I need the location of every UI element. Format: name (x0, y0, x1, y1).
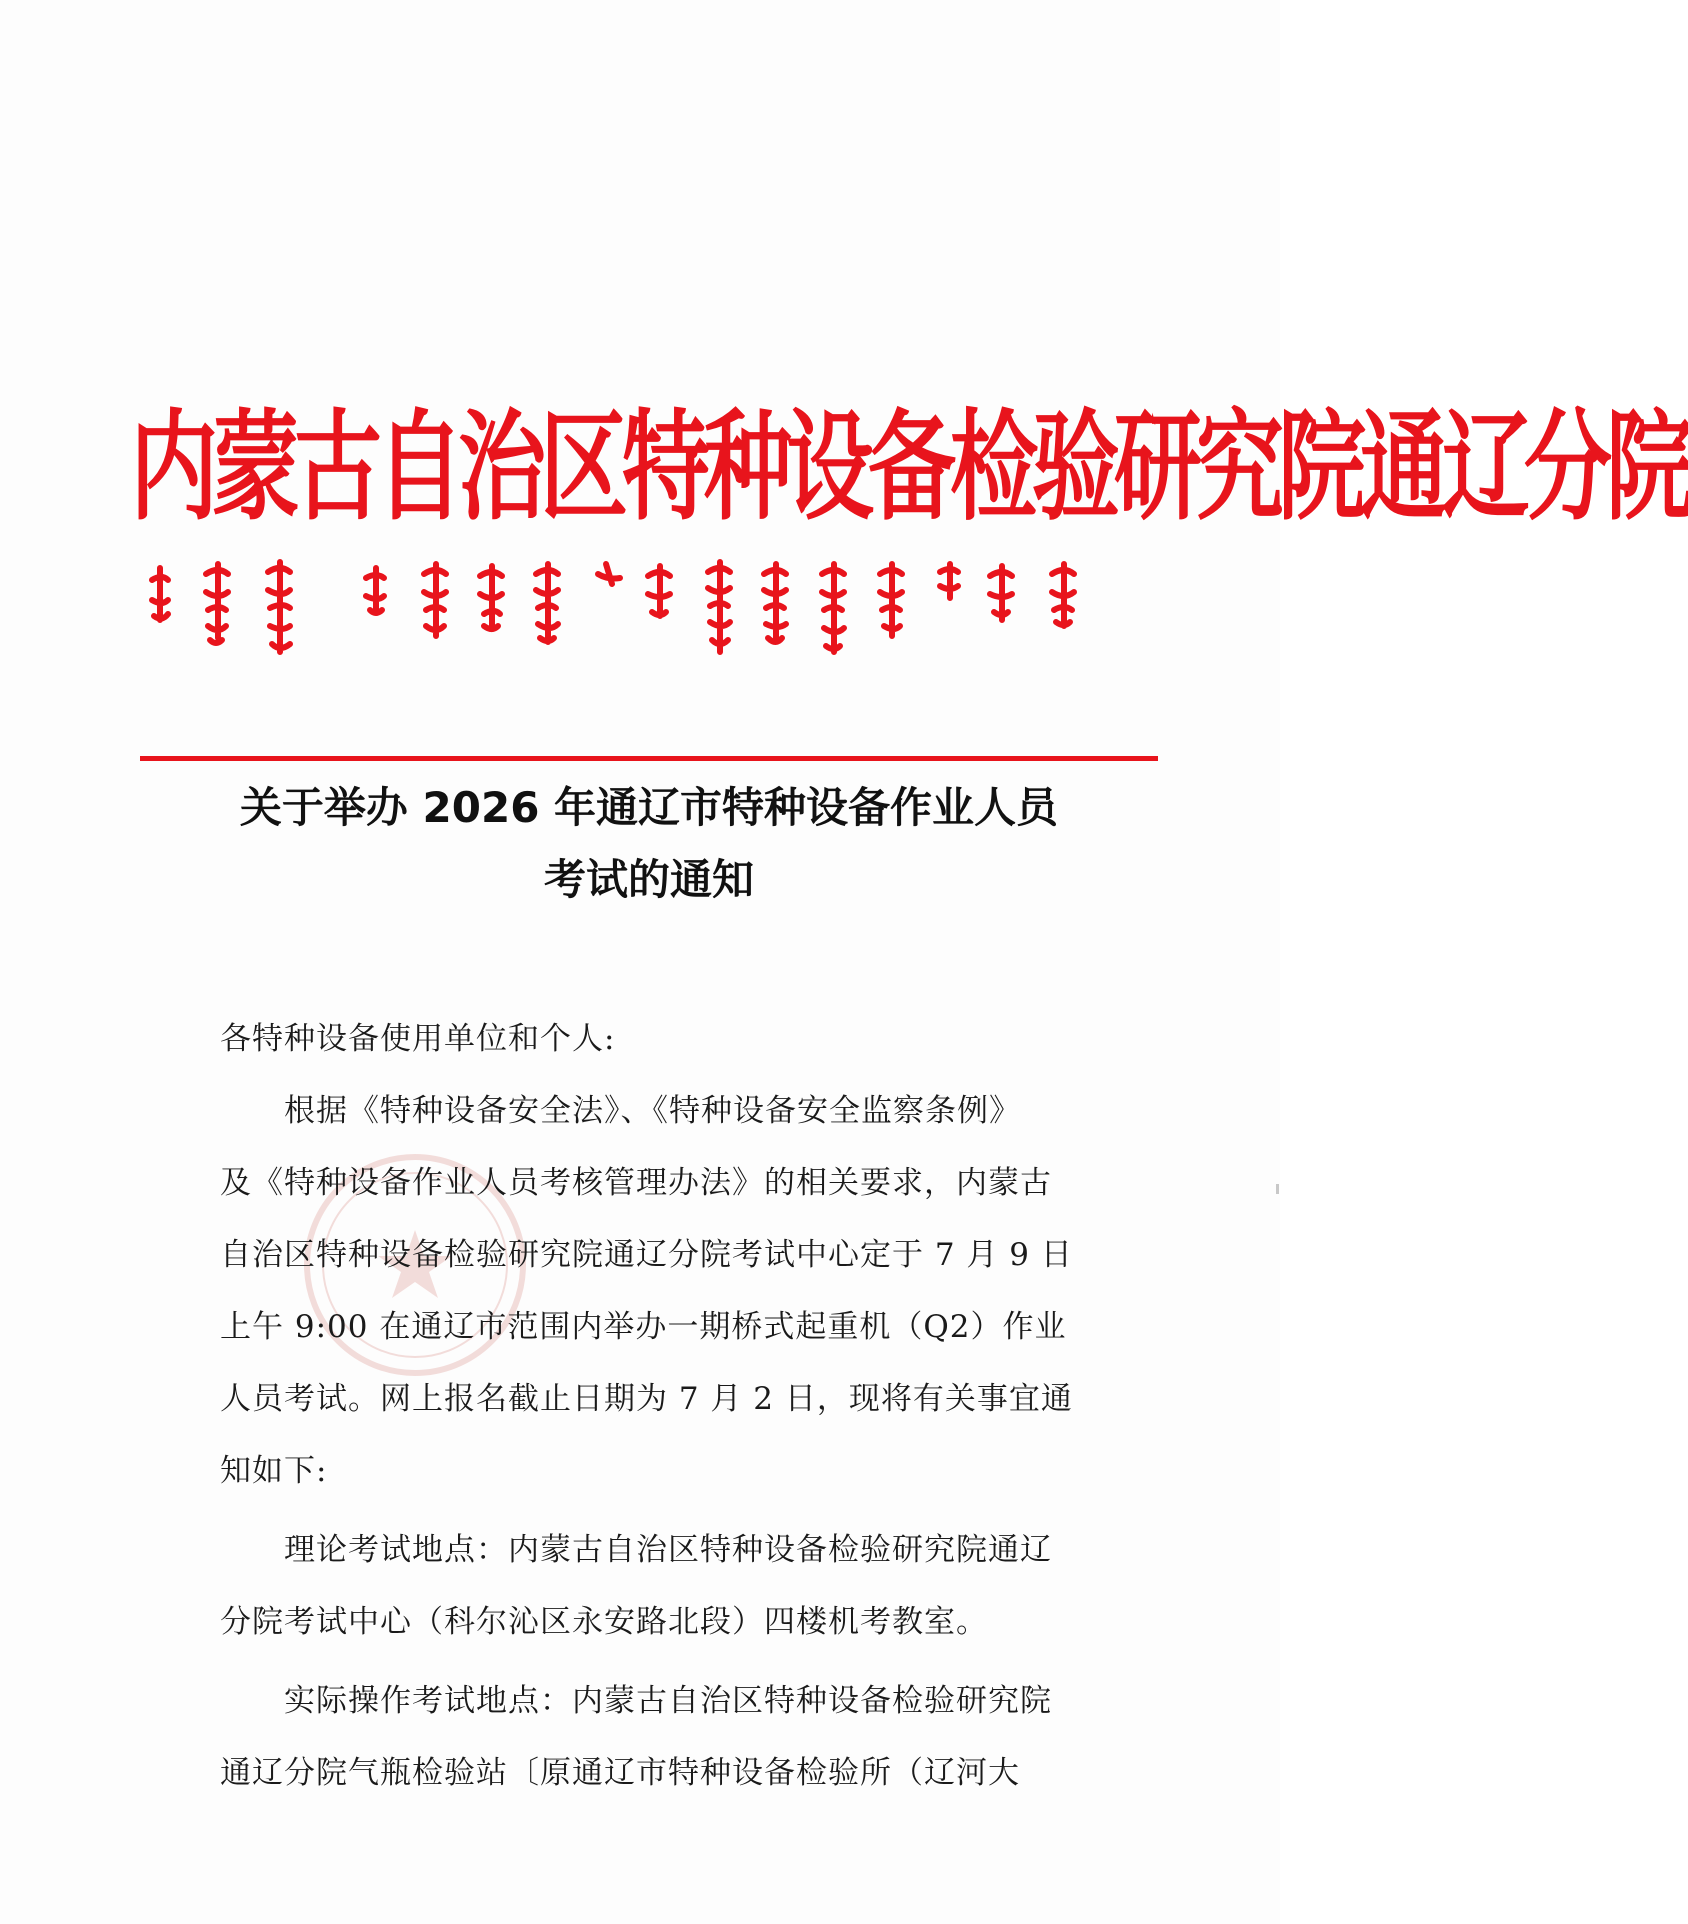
body-line: 自治区特种设备检验研究院通辽分院考试中心定于 7 月 9 日 (220, 1237, 1073, 1273)
salutation-line: 各特种设备使用单位和个人: (220, 1021, 616, 1057)
body-line: 根据《特种设备安全法》、《特种设备安全监察条例》 (220, 1093, 1021, 1129)
document-title-line-2: 考试的通知 (543, 855, 754, 904)
body-line: 上午 9:00 在通辽市范围内举办一期桥式起重机（Q2）作业 (220, 1309, 1067, 1345)
org-name-heading: 内蒙古自治区特种设备检验研究院通辽分院 (130, 395, 1688, 537)
body-line: 人员考试。网上报名截止日期为 7 月 2 日，现将有关事宜通 (220, 1381, 1073, 1417)
mongolian-script-icon (140, 560, 1150, 670)
body-line: 实际操作考试地点：内蒙古自治区特种设备检验研究院 (220, 1683, 1052, 1719)
body-line: 理论考试地点：内蒙古自治区特种设备检验研究院通辽 (220, 1532, 1052, 1568)
body-line: 分院考试中心（科尔沁区永安路北段）四楼机考教室。 (220, 1604, 988, 1640)
body-line: 知如下: (220, 1453, 328, 1489)
body-line: 通辽分院气瓶检验站〔原通辽市特种设备检验所（辽河大 (220, 1755, 1020, 1791)
page-edge-mark (1276, 1184, 1279, 1194)
header-divider (140, 756, 1158, 761)
mongolian-script-logo (140, 560, 1150, 670)
body-line: 及《特种设备作业人员考核管理办法》的相关要求，内蒙古 (220, 1165, 1052, 1201)
document-title-line-1: 关于举办 2026 年通辽市特种设备作业人员 (239, 783, 1059, 832)
